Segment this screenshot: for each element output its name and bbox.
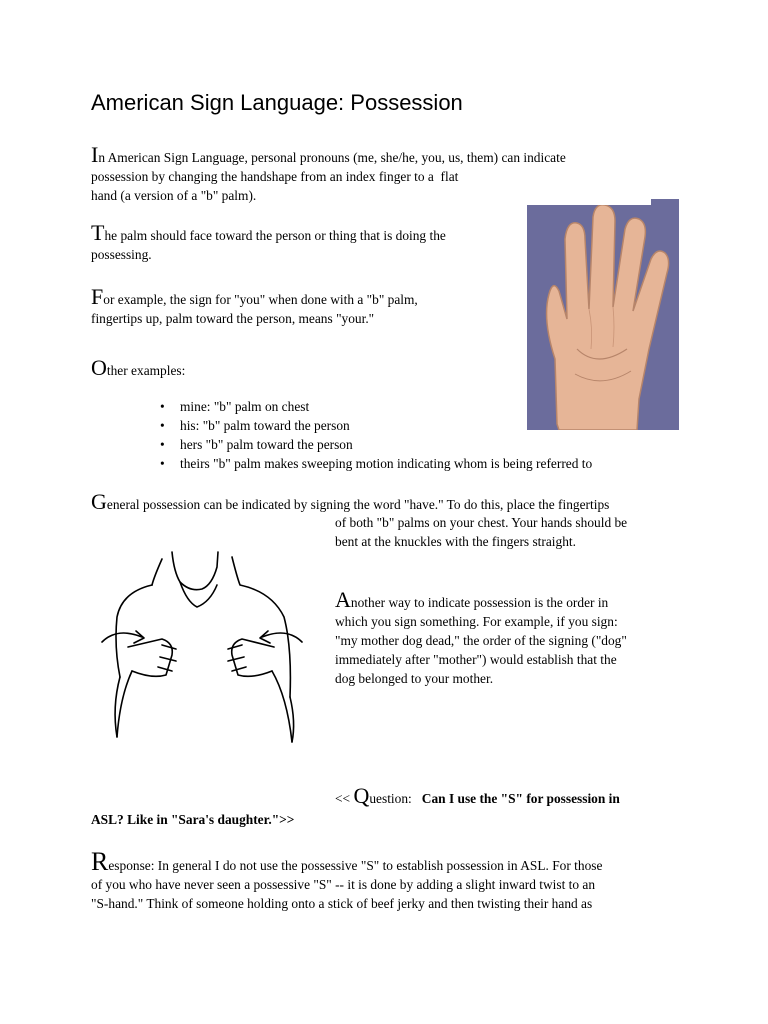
general-possession-line1: General possession can be indicated by signing the word "have." To do this, place the fingertips: [91, 489, 610, 514]
response-paragraph: Response: In general I do not use the possessive "S" to establish possession in ASL. For those of you who have never seen a possessive "S" -- it is done by adding a slight inward twist to an "S-hand." Think of someone holding onto a stick of beef jerky and then twisting their hand as: [91, 847, 603, 911]
intro-line1: [91, 142, 651, 167]
example-line1: or example, the sign for "you" when done with a "b" palm,: [103, 292, 418, 307]
drop-cap-a: A: [335, 587, 351, 612]
examples-list: [148, 397, 592, 473]
intro-line3: hand (a version of a "b" palm).: [91, 188, 257, 203]
drop-cap-g: G: [91, 489, 107, 514]
page-title: American Sign Language: Possession: [91, 90, 463, 115]
drop-cap-i: I: [91, 142, 99, 167]
list-item: • his: "b" palm toward the person: [160, 416, 592, 435]
question-text: Can I use the "S" for possession in: [421, 791, 620, 806]
question-line2: ASL? Like in "Sara's daughter.">>: [91, 812, 295, 827]
other-examples-heading: Other examples:: [91, 355, 186, 380]
general-possession-continued: of both "b" palms on your chest. Your hands should be bent at the knuckles with the fingers straight.: [335, 515, 628, 549]
palm-paragraph: [91, 220, 446, 264]
list-item: • hers "b" palm toward the person: [160, 435, 592, 454]
b-palm-photo: [527, 199, 679, 430]
example-line2: fingertips up, palm toward the person, means "your.": [91, 311, 375, 326]
drop-cap-t: T: [91, 220, 105, 245]
have-sign-drawing: [92, 547, 312, 749]
word-order-paragraph: Another way to indicate possession is the order in which you sign something. For example, if you sign: "my mother dog dead," the order of the signing ("dog" immediately after "mother") would establish that the dog belonged to your mother.: [335, 587, 627, 686]
list-item: • mine: "b" palm on chest: [160, 397, 592, 416]
drop-cap-q: Q: [353, 783, 370, 808]
intro-line2: possession by changing the handshape from an index finger to a flat: [91, 169, 459, 184]
drop-cap-r: R: [91, 847, 109, 876]
drop-cap-o: O: [91, 355, 107, 380]
example-paragraph: [91, 284, 418, 328]
list-item: • theirs "b" palm makes sweeping motion indicating whom is being referred to: [160, 454, 592, 473]
question-line1: << Question: Can I use the "S" for possession in: [335, 783, 620, 808]
drop-cap-f: F: [91, 284, 104, 309]
palm-line1: he palm should face toward the person or thing that is doing the: [104, 228, 446, 243]
intro-paragraph-block: [91, 142, 651, 205]
palm-line2: possessing.: [91, 247, 152, 262]
intro-text-1: n American Sign Language, personal pronouns (me, she/he, you, us, them) can indicate: [98, 150, 566, 165]
